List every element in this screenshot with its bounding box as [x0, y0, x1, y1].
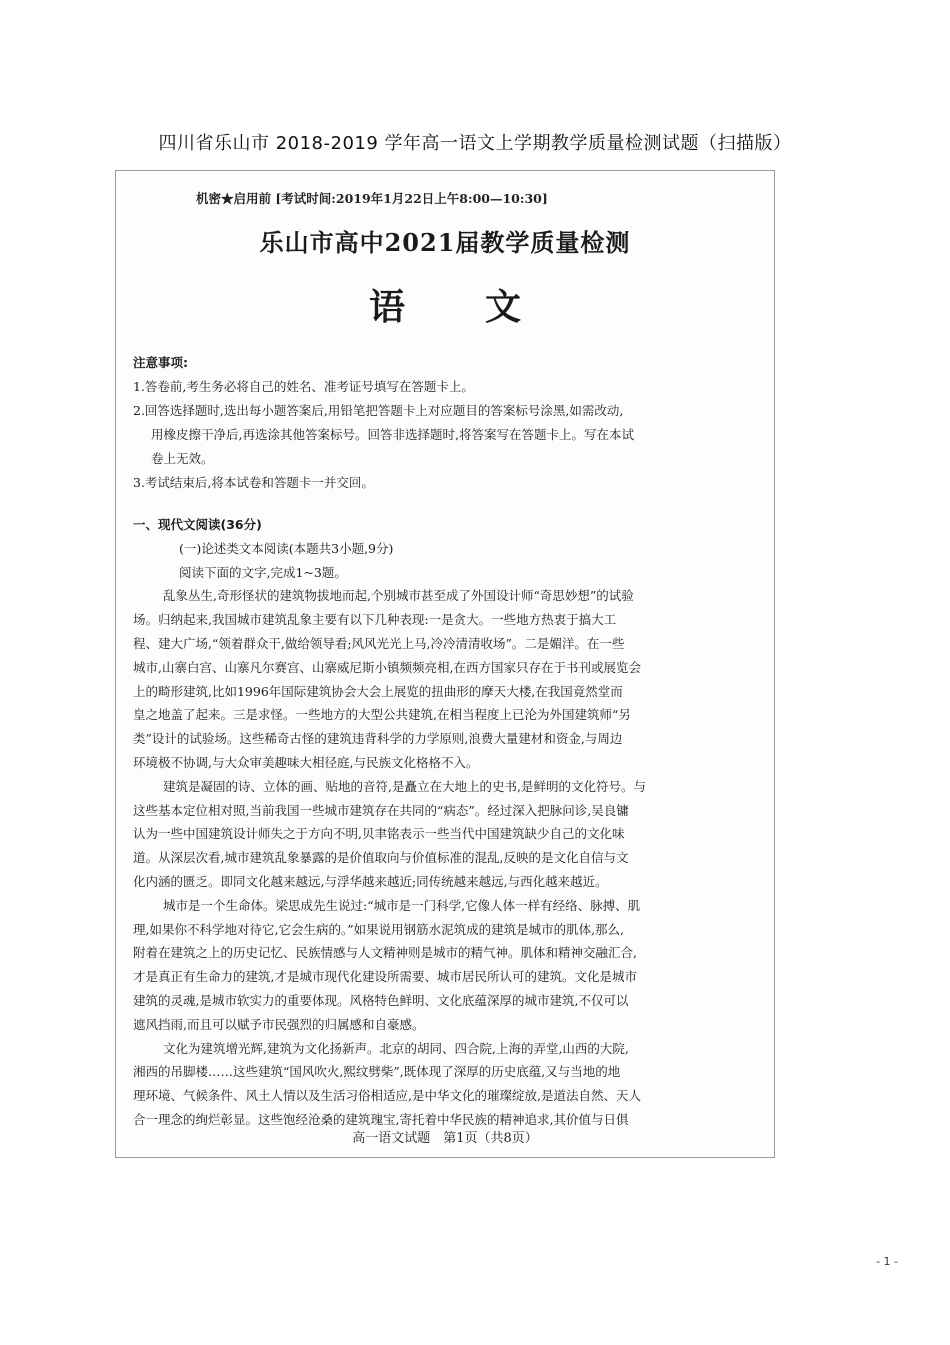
- text-line: 合一理念的绚烂彰显。这些饱经沧桑的建筑瑰宝,寄托着中华民族的精神追求,其价值与日俱: [133, 1111, 629, 1127]
- text-line: 建筑是凝固的诗、立体的画、贴地的音符,是矗立在大地上的史书,是鲜明的文化符号。与: [163, 778, 646, 794]
- text-line: 城市是一个生命体。梁思成先生说过:“城市是一门科学,它像人体一样有经络、脉搏、肌: [163, 897, 641, 913]
- page-footer: 高一语文试题 第1页（共8页）: [352, 1131, 538, 1146]
- subject-title: 语文: [368, 286, 601, 328]
- text-line: 文化为建筑增光辉,建筑为文化扬新声。北京的胡同、四合院,上海的弄堂,山西的大院,: [163, 1040, 629, 1056]
- note-item: 3.考试结束后,将本试卷和答题卡一并交回。: [133, 475, 374, 490]
- text-line: 场。归纳起来,我国城市建筑乱象主要有以下几种表现:一是贪大。一些地方热衷于搞大工: [133, 612, 617, 628]
- text-line: 上的畸形建筑,比如1996年国际建筑协会大会上展览的扭曲形的摩天大楼,在我国竟然堂而: [133, 683, 623, 699]
- text-line: 类”设计的试验场。这些稀奇古怪的建筑违背科学的力学原则,浪费大量建材和资金,与周边: [133, 731, 623, 747]
- text-line: 理,如果你不科学地对待它,它会生病的。”如果说用钢筋水泥筑成的建筑是城市的肌体,那么,: [133, 921, 625, 937]
- note-item-continued: 卷上无效。: [151, 451, 214, 466]
- text-line: 化内涵的匮乏。即同文化越来越远,与浮华越来越近;同传统越来越远,与西化越来越近。: [133, 873, 608, 889]
- paragraph-3: [133, 894, 763, 1037]
- text-line: 湘西的吊脚楼……这些建筑“国风吹火,熙纹劈柴”,既体现了深厚的历史底蕴,又与当地的地: [133, 1064, 621, 1080]
- section-title: 一、现代文阅读(36分): [133, 517, 262, 532]
- reading-section: [133, 513, 763, 1132]
- text-line: 理环境、气候条件、风土人情以及生活习俗相适应,是中华文化的璀璨绽放,是道法自然、天人: [133, 1088, 641, 1104]
- text-line: 遮风挡雨,而且可以赋予市民强烈的归属感和自豪感。: [133, 1016, 425, 1032]
- confidential-line: 机密★启用前 [考试时间:2019年1月22日上午8:00—10:30]: [196, 191, 548, 206]
- exam-title: 乐山市高中2021届教学质量检测: [259, 228, 631, 257]
- paragraph-1: [133, 584, 763, 774]
- text-line: 环境极不协调,与大众审美趣味大相径庭,与民族文化格格不入。: [133, 754, 479, 770]
- section-instruction: 阅读下面的文字,完成1~3题。: [179, 564, 347, 580]
- note-item: 1.答卷前,考生务必将自己的姓名、准考证号填写在答题卡上。: [133, 379, 474, 394]
- text-line: 程、建大广场,“领着群众干,做给领导看;风风光光上马,冷冷清清收场”。二是媚洋。在一些: [133, 635, 625, 651]
- scanned-page: [115, 170, 775, 1158]
- paragraph-4: [133, 1037, 763, 1132]
- text-line: 才是真正有生命力的建筑,才是城市现代化建设所需要、城市居民所认可的建筑。文化是城市: [133, 969, 637, 985]
- note-item: 2.回答选择题时,选出每小题答案后,用铅笔把答题卡上对应题目的答案标号涂黑,如需改动,: [133, 403, 624, 418]
- document-title: 四川省乐山市 2018-2019 学年高一语文上学期教学质量检测试题（扫描版）: [158, 133, 792, 154]
- notes-heading: 注意事项:: [133, 355, 188, 370]
- text-line: 皇之地盖了起来。三是求怪。一些地方的大型公共建筑,在相当程度上已沦为外国建筑师“另: [133, 707, 631, 723]
- section-subtitle: (一)论述类文本阅读(本题共3小题,9分): [179, 540, 394, 556]
- text-line: 附着在建筑之上的历史记忆、民族情感与人文精神则是城市的精气神。肌体和精神交融汇合,: [133, 945, 637, 961]
- text-line: 这些基本定位相对照,当前我国一些城市建筑存在共同的“病态”。经过深入把脉问诊,吴良镛: [133, 802, 629, 818]
- paragraph-2: [133, 775, 763, 894]
- text-line: 道。从深层次看,城市建筑乱象暴露的是价值取向与价值标准的混乱,反映的是文化自信与文: [133, 850, 629, 866]
- page-number: - 1 -: [876, 1255, 898, 1268]
- text-line: 认为一些中国建筑设计师失之于方向不明,贝聿铭表示一些当代中国建筑缺少自己的文化味: [133, 826, 625, 842]
- note-item-continued: 用橡皮擦干净后,再选涂其他答案标号。回答非选择题时,将答案写在答题卡上。写在本试: [151, 427, 634, 442]
- text-line: 乱象丛生,奇形怪状的建筑物拔地而起,个别城市甚至成了外国设计师“奇思妙想”的试验: [163, 588, 634, 604]
- notes-block: [133, 351, 763, 495]
- text-line: 建筑的灵魂,是城市软实力的重要体现。风格特色鲜明、文化底蕴深厚的城市建筑,不仅可以: [133, 992, 629, 1008]
- text-line: 城市,山寨白宫、山寨凡尔赛宫、山寨威尼斯小镇频频亮相,在西方国家只存在于书刊或展览会: [133, 659, 641, 675]
